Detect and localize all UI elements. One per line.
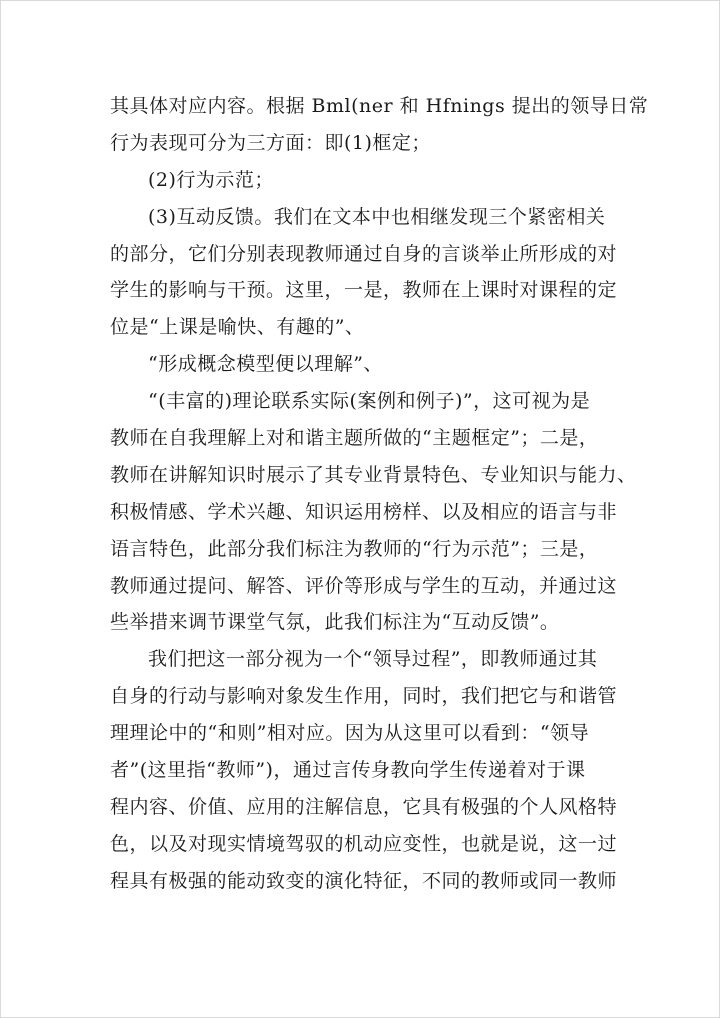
text-line: 理理论中的“和则”相对应。因为从这里可以看到：“领导 (110, 722, 590, 745)
text-line: “(丰富的)理论联系实际(案例和例子)”，这可视为是 (148, 390, 591, 413)
text-line: 教师在自我理解上对和谐主题所做的“主题框定”；二是， (110, 427, 599, 450)
text-line: 我们把这一部分视为一个“领导过程”，即教师通过其 (148, 648, 598, 671)
text-line: 教师通过提问、解答、评价等形成与学生的互动，并通过这 (110, 574, 618, 597)
text-line: 其具体对应内容。根据 Bml(ner 和 Hfnings 提出的领导日常 (110, 95, 649, 117)
text-line: 程具有极强的能动致变的演化特征，不同的教师或同一教师 (110, 869, 618, 892)
text-line: 行为表现可分为三方面：即(1)框定； (110, 131, 431, 154)
text-line: 积极情感、学术兴趣、知识运用榜样、以及相应的语言与非 (110, 500, 618, 523)
text-line: (2)行为示范； (148, 168, 274, 191)
text-line: 位是“上课是喻快、有趣的”、 (110, 316, 365, 339)
text-line: 自身的行动与影响对象发生作用，同时，我们把它与和谐管 (110, 685, 618, 708)
text-line: 学生的影响与干预。这里，一是，教师在上课时对课程的定 (110, 279, 618, 302)
text-line: (3)互动反馈。我们在文本中也相继发现三个紧密相关 (148, 205, 606, 228)
text-line: 者”(这里指“教师”)，通过言传身教向学生传递着对于课 (110, 759, 586, 782)
text-line: 语言特色，此部分我们标注为教师的“行为示范”；三是， (110, 537, 599, 560)
document-body (110, 88, 649, 900)
text-line: 些举措来调节课堂气氛，此我们标注为“互动反馈”。 (110, 611, 560, 634)
text-line: 程内容、价值、应用的注解信息，它具有极强的个人风格特 (110, 795, 618, 818)
text-line: 的部分，它们分别表现教师通过自身的言谈举止所形成的对 (110, 242, 618, 265)
text-line: “形成概念模型便以理解”、 (148, 353, 383, 376)
text-line: 教师在讲解知识时展示了其专业背景特色、专业知识与能力、 (110, 463, 637, 486)
text-line: 色，以及对现实情境驾驭的机动应变性，也就是说，这一过 (110, 832, 618, 855)
